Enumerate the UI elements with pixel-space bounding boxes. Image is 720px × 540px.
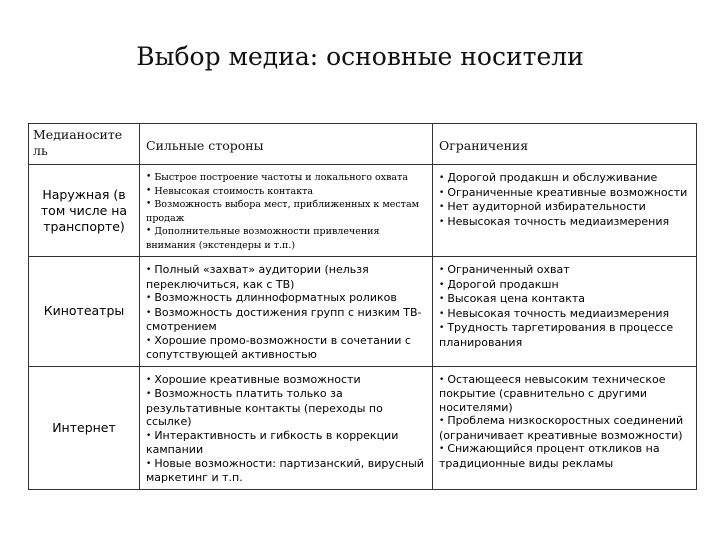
list-item: • Полный «захват» аудитории (нельзя переключиться, как с ТВ) <box>146 263 428 291</box>
list-item: • Нет аудиторной избирательности <box>439 200 692 215</box>
list-item: • Быстрое построение частоты и локального охвата <box>146 171 428 185</box>
list-item: • Высокая цена контакта <box>439 292 692 307</box>
list-item: • Невысокая точность медиаизмерения <box>439 215 692 230</box>
limitations-internet <box>433 366 697 489</box>
strengths-outdoor <box>140 165 433 257</box>
strengths-internet <box>140 366 433 489</box>
list-item: • Дополнительные возможности привлечения внимания (экстендеры и т.п.) <box>146 225 428 252</box>
list-item: • Дорогой продакшн <box>439 278 692 293</box>
list-item: • Новые возможности: партизанский, вирусный маркетинг и т.п. <box>146 457 428 485</box>
list-item: • Возможность выбора мест, приближенных к местам продаж <box>146 198 428 225</box>
list-item: • Возможность достижения групп с низким ТВ-смотрением <box>146 306 428 334</box>
list-item: • Ограниченный охват <box>439 263 692 278</box>
list-item: • Проблема низкоскоростных соединений (ограничивает креативные возможности) <box>439 414 692 442</box>
list-item: • Невысокая точность медиаизмерения <box>439 307 692 322</box>
limitations-outdoor <box>433 165 697 257</box>
limitations-cinema <box>433 257 697 367</box>
list-item: • Интерактивность и гибкость в коррекции кампании <box>146 429 428 457</box>
list-item: • Трудность таргетирования в процессе планирования <box>439 321 692 349</box>
header-limitations: Ограничения <box>433 124 697 165</box>
list-item: • Дорогой продакшн и обслуживание <box>439 171 692 186</box>
list-item: • Возможность платить только за результативные контакты (переходы по ссылке) <box>146 387 428 429</box>
table-row-internet <box>29 366 697 489</box>
row-name-outdoor: Наружная (в том числе на транспорте) <box>29 165 140 257</box>
list-item: • Хорошие промо-возможности в сочетании с сопутствующей активностью <box>146 334 428 362</box>
table-row-cinema <box>29 257 697 367</box>
media-comparison-table <box>28 123 697 490</box>
header-media: Медианосите ль <box>29 124 140 165</box>
header-strengths: Сильные стороны <box>140 124 433 165</box>
list-item: • Ограниченные креативные возможности <box>439 186 692 201</box>
row-name-internet: Интернет <box>29 366 140 489</box>
table-header-row <box>29 124 697 165</box>
table-row-outdoor <box>29 165 697 257</box>
slide-title: Выбор медиа: основные носители <box>136 42 584 71</box>
strengths-cinema <box>140 257 433 367</box>
row-name-cinema: Кинотеатры <box>29 257 140 367</box>
list-item: • Невысокая стоимость контакта <box>146 185 428 199</box>
list-item: • Остающееся невысоким техническое покрытие (сравнительно с другими носителями) <box>439 373 692 415</box>
list-item: • Снижающийся процент откликов на традиционные виды рекламы <box>439 442 692 470</box>
list-item: • Хорошие креативные возможности <box>146 373 428 388</box>
list-item: • Возможность длинноформатных роликов <box>146 291 428 306</box>
